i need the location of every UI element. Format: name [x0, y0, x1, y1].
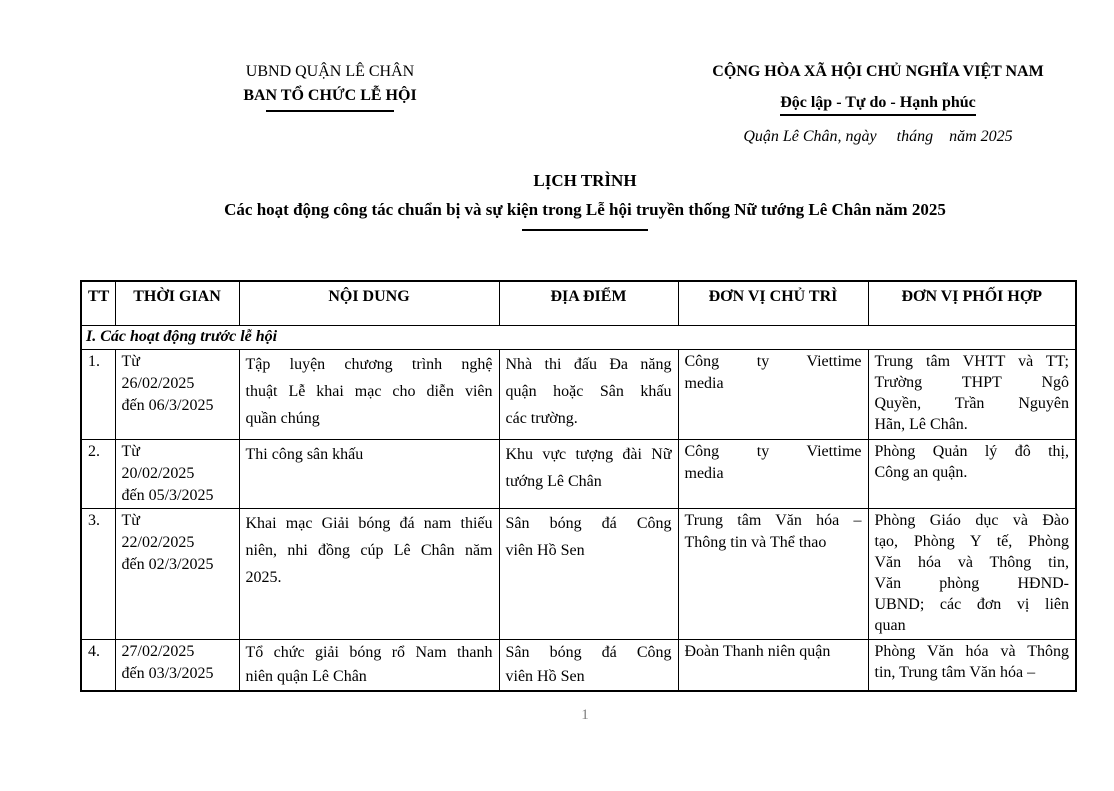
table-row — [81, 640, 1076, 692]
cell-tt: 3. — [81, 509, 115, 640]
section-header-row — [81, 326, 1076, 350]
document-subtitle: Các hoạt động công tác chuẩn bị và sự kiện trong Lễ hội truyền thống Nữ tướng Lê Chân năm 2025 — [224, 200, 946, 219]
motto-wrap — [653, 91, 1103, 116]
cell-coordinating-unit: Phòng Văn hóa và Thông tin, Trung tâm Văn hóa – — [868, 640, 1076, 692]
cell-place: Sân bóng đá Công viên Hồ Sen — [499, 509, 678, 640]
cell-content: Khai mạc Giải bóng đá nam thiếu niên, nhi đồng cúp Lê Chân năm 2025. — [239, 509, 499, 640]
table-row — [81, 440, 1076, 509]
issuing-org-block — [180, 60, 480, 112]
org-parent-name: UBND QUẬN LÊ CHÂN — [245, 63, 415, 80]
cell-coordinating-unit: Phòng Giáo dục và Đào tạo, Phòng Y tế, Phòng Văn hóa và Thông tin, Văn phòng HĐND- UBND; các đơn vị liên quan — [868, 509, 1076, 640]
cell-place: Sân bóng đá Công viên Hồ Sen — [499, 640, 678, 692]
cell-lead-unit: Đoàn Thanh niên quận — [678, 640, 868, 692]
cell-content: Thi công sân khấu — [239, 440, 499, 509]
cell-lead-unit: Công ty Viettime media — [678, 350, 868, 440]
cell-time: Từ 20/02/2025 đến 05/3/2025 — [115, 440, 239, 509]
org-underline-rule — [266, 110, 394, 112]
title-block — [80, 170, 1090, 231]
org-name: BAN TỔ CHỨC LỄ HỘI — [243, 87, 417, 104]
column-header-dia-diem: ĐỊA ĐIỂM — [499, 281, 678, 326]
column-header-thoi-gian: THỜI GIAN — [115, 281, 239, 326]
place-date-line: Quận Lê Chân, ngày tháng năm 2025 — [743, 128, 1013, 145]
cell-time: 27/02/2025 đến 03/3/2025 — [115, 640, 239, 692]
cell-place: Khu vực tượng đài Nữ tướng Lê Chân — [499, 440, 678, 509]
cell-place: Nhà thi đấu Đa năng quận hoặc Sân khấu các trường. — [499, 350, 678, 440]
document-title: LỊCH TRÌNH — [533, 171, 637, 190]
cell-coordinating-unit: Trung tâm VHTT và TT; Trường THPT Ngô Quyền, Trần Nguyên Hãn, Lê Chân. — [868, 350, 1076, 440]
page-number: 1 — [581, 707, 589, 723]
cell-content: Tổ chức giải bóng rổ Nam thanh niên quận Lê Chân — [239, 640, 499, 692]
cell-lead-unit: Trung tâm Văn hóa – Thông tin và Thể thao — [678, 509, 868, 640]
cell-lead-unit: Công ty Viettime media — [678, 440, 868, 509]
schedule-table — [80, 280, 1077, 692]
cell-time: Từ 22/02/2025 đến 02/3/2025 — [115, 509, 239, 640]
table-row — [81, 509, 1076, 640]
table-row — [81, 350, 1076, 440]
section-title: I. Các hoạt động trước lễ hội — [81, 326, 1076, 350]
title-underline-rule — [522, 229, 648, 231]
table-header-row — [81, 281, 1076, 326]
cell-tt: 1. — [81, 350, 115, 440]
column-header-tt: TT — [81, 281, 115, 326]
cell-tt: 4. — [81, 640, 115, 692]
column-header-noi-dung: NỘI DUNG — [239, 281, 499, 326]
cell-content: Tập luyện chương trình nghệ thuật Lễ khai mạc cho diễn viên quần chúng — [239, 350, 499, 440]
national-motto: Độc lập - Tự do - Hạnh phúc — [780, 94, 976, 116]
national-header-block — [653, 60, 1103, 149]
column-header-don-vi-chu-tri: ĐƠN VỊ CHỦ TRÌ — [678, 281, 868, 326]
cell-time: Từ 26/02/2025 đến 06/3/2025 — [115, 350, 239, 440]
country-name: CỘNG HÒA XÃ HỘI CHỦ NGHĨA VIỆT NAM — [712, 63, 1044, 80]
column-header-don-vi-phoi-hop: ĐƠN VỊ PHỐI HỢP — [868, 281, 1076, 326]
cell-tt: 2. — [81, 440, 115, 509]
cell-coordinating-unit: Phòng Quản lý đô thị, Công an quận. — [868, 440, 1076, 509]
